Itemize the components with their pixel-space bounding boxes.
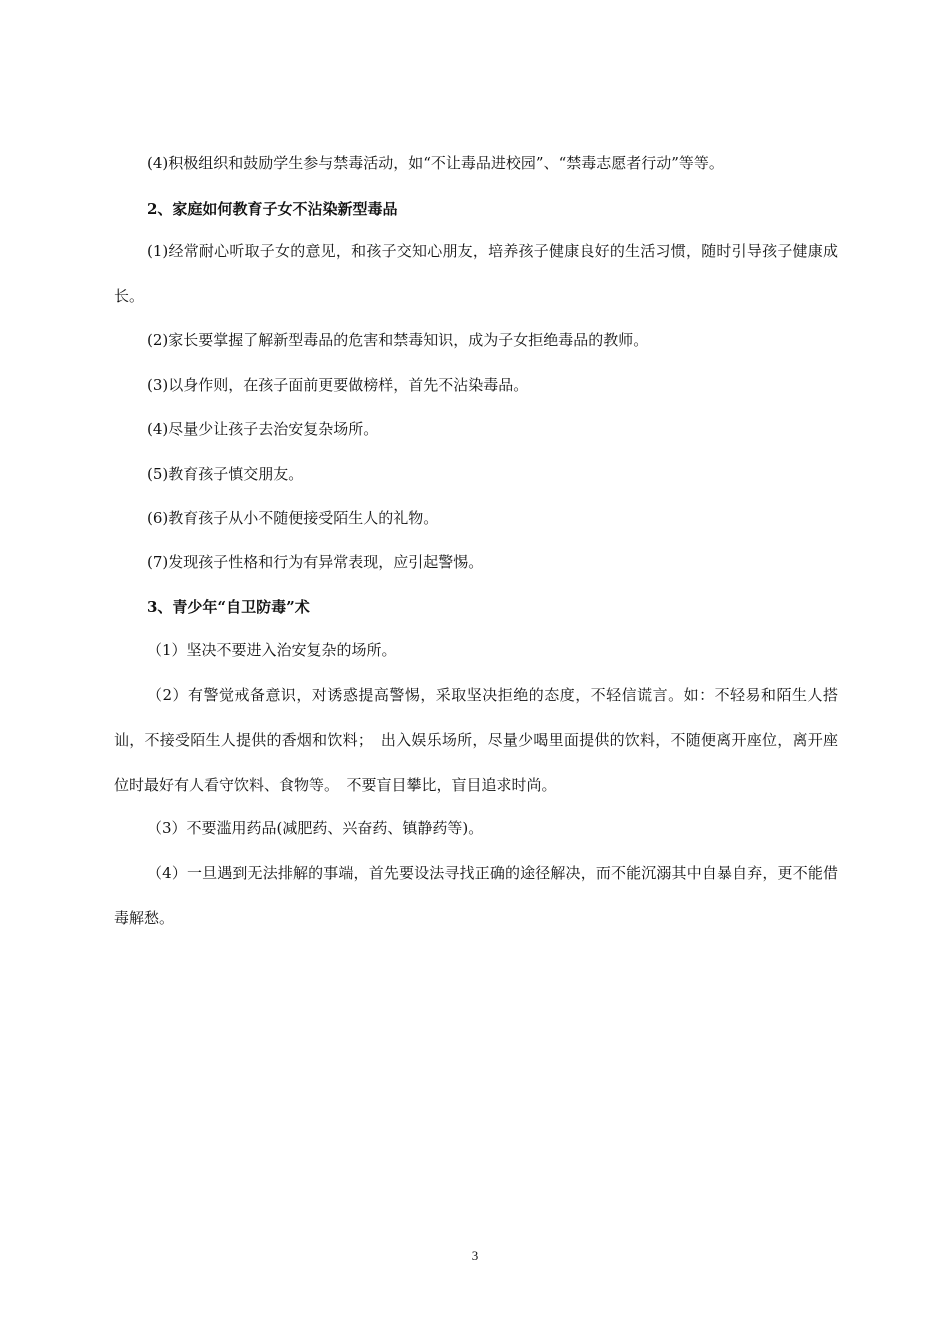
paragraph-defense-2: （2）有警觉戒备意识，对诱惑提高警惕，采取坚决拒绝的态度，不轻信谎言。如：不轻易和陌生人搭讪，不接受陌生人提供的香烟和饮料； 出入娱乐场所，尽量少喝里面提供的饮料，不随便离开座位，离开座位时最好有人看守饮料、食物等。 不要盲目攀比，盲目追求时尚。: [114, 686, 838, 794]
section-heading-self-defense: 3、青少年“自卫防毒”术: [147, 598, 310, 616]
section-heading-family: 2、家庭如何教育子女不沾染新型毒品: [147, 200, 398, 218]
paragraph-defense-3: （3）不要滥用药品(减肥药、兴奋药、镇静药等)。: [147, 819, 484, 837]
paragraph-family-7: (7)发现孩子性格和行为有异常表现，应引起警惕。: [147, 553, 484, 571]
paragraph-family-1: (1)经常耐心听取子女的意见，和孩子交知心朋友，培养孩子健康良好的生活习惯，随时引导孩子健康成长。: [114, 242, 838, 305]
paragraph-defense-4: （4）一旦遇到无法排解的事端，首先要设法寻找正确的途径解决，而不能沉溺其中自暴自弃，更不能借毒解愁。: [114, 864, 838, 927]
paragraph-family-4: (4)尽量少让孩子去治安复杂场所。: [147, 420, 379, 438]
paragraph-school-activity: (4)积极组织和鼓励学生参与禁毒活动，如“不让毒品进校园”、“禁毒志愿者行动”等等。: [147, 154, 724, 172]
paragraph-family-3: (3)以身作则，在孩子面前更要做榜样，首先不沾染毒品。: [147, 376, 529, 394]
paragraph-family-2: (2)家长要掌握了解新型毒品的危害和禁毒知识，成为子女拒绝毒品的教师。: [147, 331, 649, 349]
paragraph-family-5: (5)教育孩子慎交朋友。: [147, 465, 304, 483]
page-number: 3: [471, 1248, 479, 1263]
paragraph-defense-1: （1）坚决不要进入治安复杂的场所。: [147, 641, 397, 659]
paragraph-family-6: (6)教育孩子从小不随便接受陌生人的礼物。: [147, 509, 439, 527]
